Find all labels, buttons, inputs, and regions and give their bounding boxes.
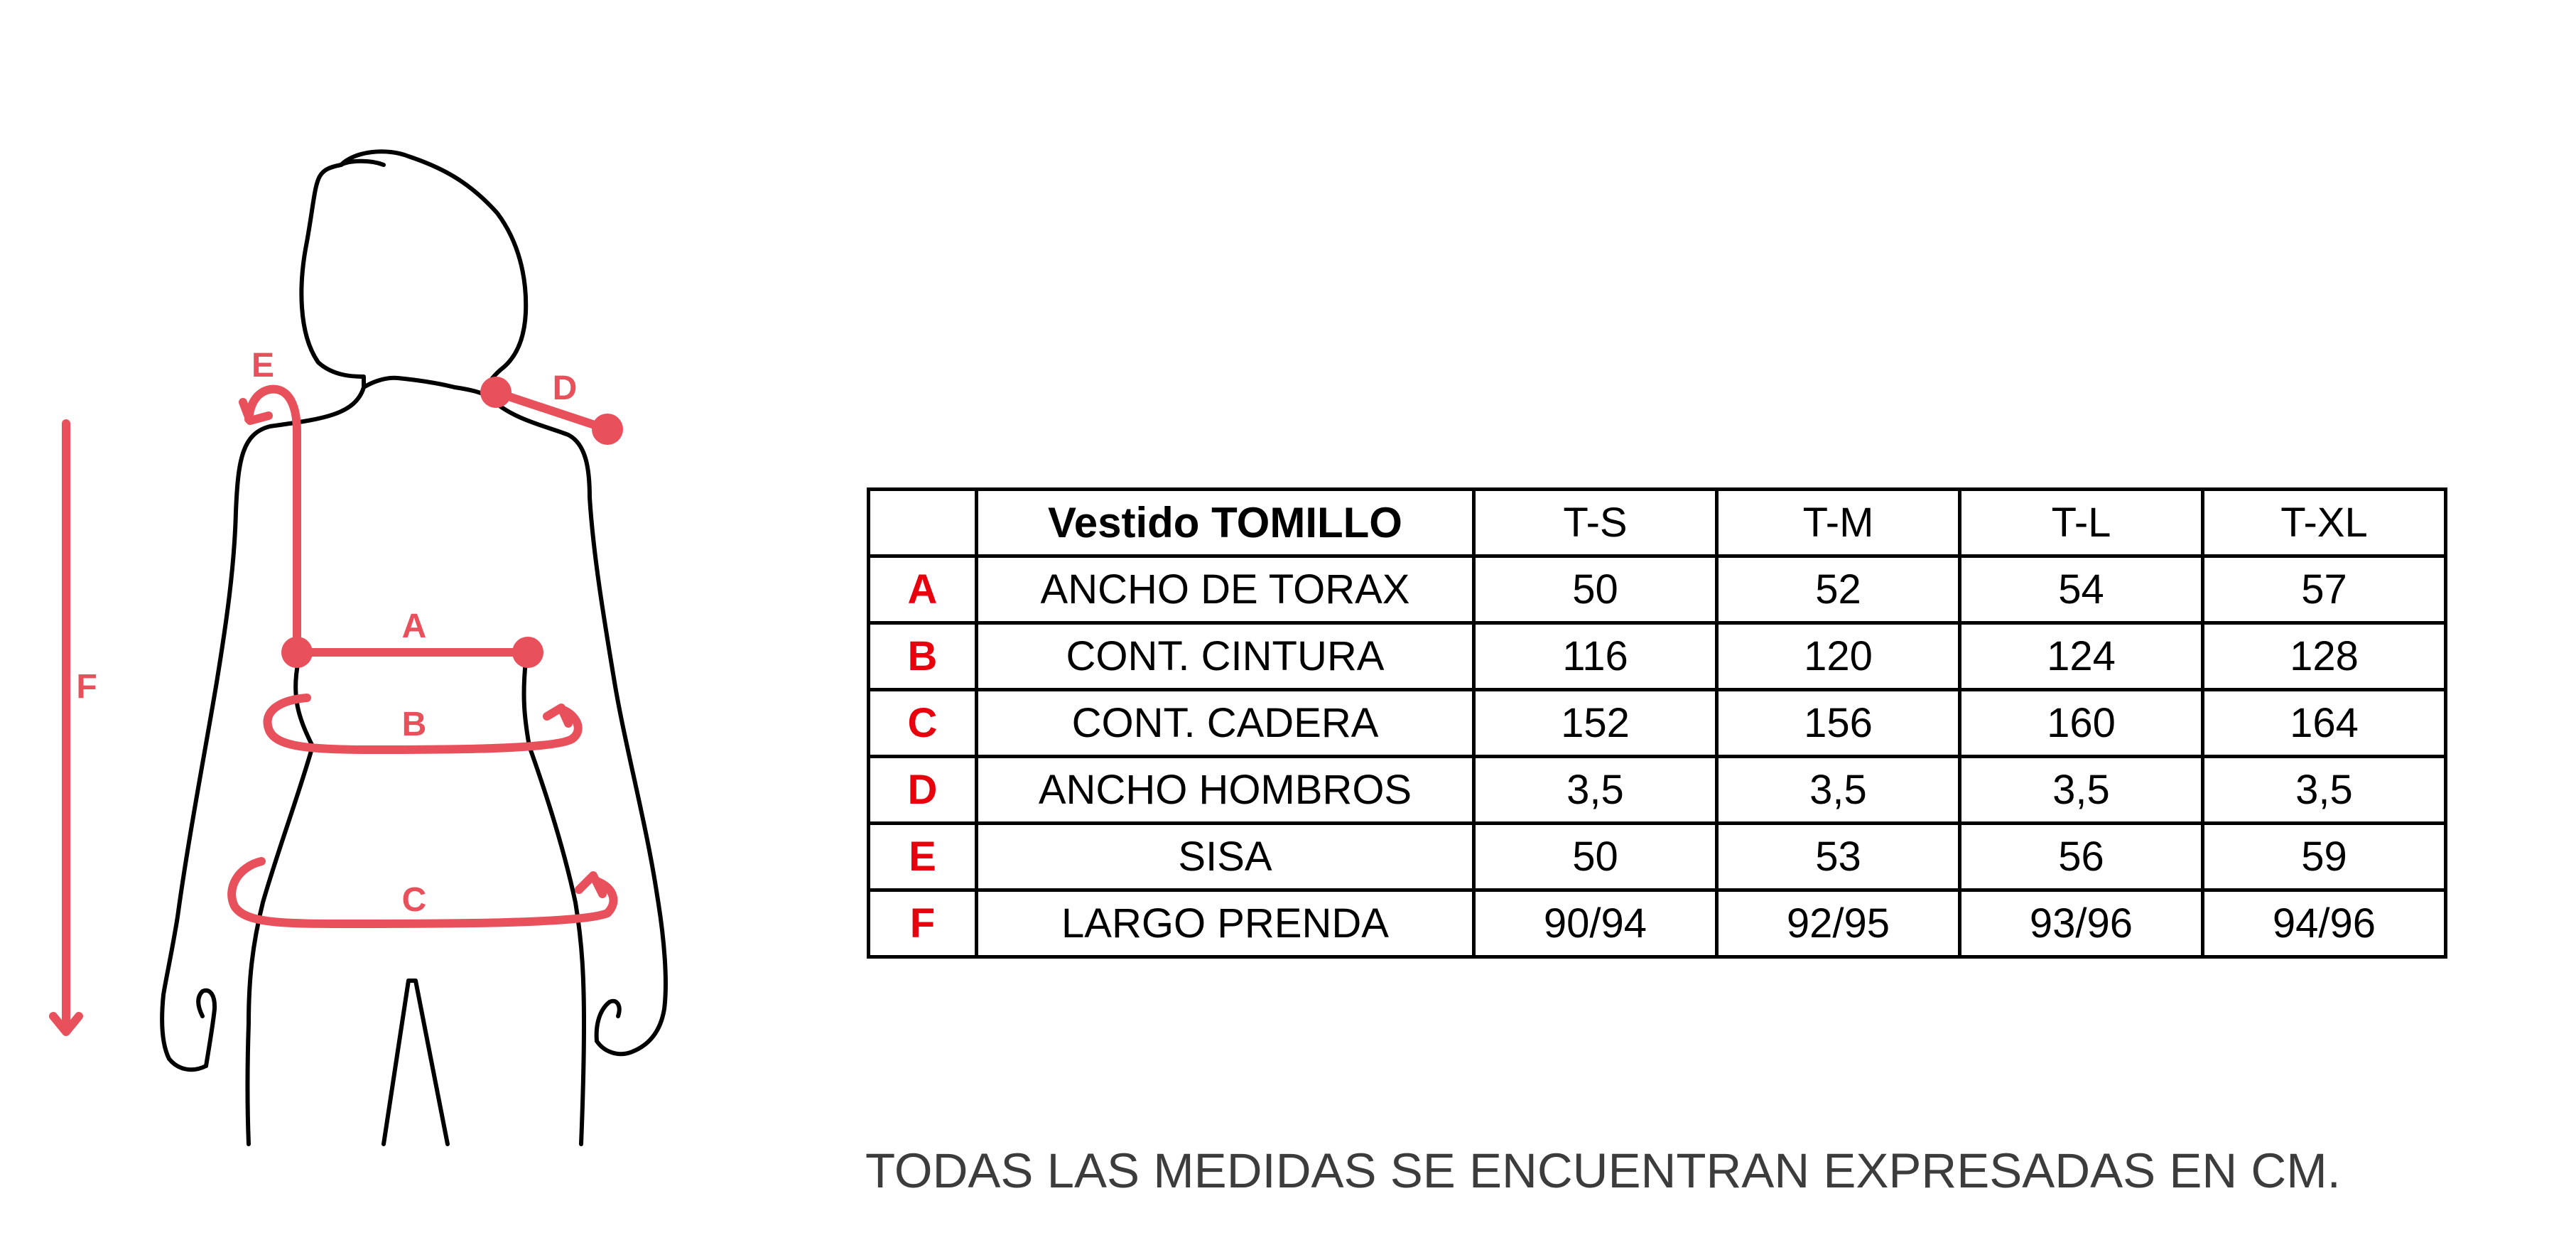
table-row (869, 556, 2446, 623)
measure-value: 128 (2203, 623, 2446, 690)
diagram-letter-a: A (401, 608, 427, 645)
measure-value: 59 (2203, 824, 2446, 890)
size-header: T-S (1474, 490, 1717, 556)
table-row (869, 824, 2446, 890)
table-header-row (869, 490, 2446, 556)
row-letter: F (869, 890, 977, 957)
row-letter: E (869, 824, 977, 890)
measure-value: 124 (1960, 623, 2203, 690)
diagram-letter-b: B (401, 706, 427, 743)
diagram-letter-e: E (251, 347, 275, 384)
measure-value: 50 (1474, 824, 1717, 890)
e-armhole-line (249, 389, 297, 654)
measure-name: SISA (977, 824, 1474, 890)
row-letter: D (869, 757, 977, 824)
measure-name: ANCHO HOMBROS (977, 757, 1474, 824)
measure-value: 116 (1474, 623, 1717, 690)
body-outline (162, 151, 666, 1144)
measure-value: 93/96 (1960, 890, 2203, 957)
body-silhouette-illustration (0, 0, 710, 1245)
measure-value: 152 (1474, 690, 1717, 757)
measure-name: LARGO PRENDA (977, 890, 1474, 957)
d-left-dot (480, 377, 512, 408)
header-empty-cell (869, 490, 977, 556)
measure-value: 92/95 (1717, 890, 1960, 957)
row-letter: B (869, 623, 977, 690)
measure-value: 50 (1474, 556, 1717, 623)
measure-value: 94/96 (2203, 890, 2446, 957)
diagram-letter-f: F (76, 668, 97, 706)
table-row (869, 690, 2446, 757)
size-header: T-XL (2203, 490, 2446, 556)
measure-value: 54 (1960, 556, 2203, 623)
row-letter: A (869, 556, 977, 623)
table-row (869, 890, 2446, 957)
measure-name: CONT. CINTURA (977, 623, 1474, 690)
row-letter: C (869, 690, 977, 757)
measurement-guides (53, 389, 613, 1032)
table-row (869, 623, 2446, 690)
measure-value: 156 (1717, 690, 1960, 757)
diagram-letter-c: C (401, 881, 427, 919)
table-title: Vestido TOMILLO (977, 490, 1474, 556)
size-header: T-M (1717, 490, 1960, 556)
measure-value: 53 (1717, 824, 1960, 890)
measure-name: CONT. CADERA (977, 690, 1474, 757)
size-chart-table (867, 487, 2447, 959)
c-arrow-head (579, 875, 602, 894)
measure-value: 57 (2203, 556, 2446, 623)
units-note: TODAS LAS MEDIDAS SE ENCUENTRAN EXPRESADAS EN CM. (865, 1143, 2341, 1198)
measure-value: 3,5 (1717, 757, 1960, 824)
measure-value: 3,5 (1960, 757, 2203, 824)
d-shoulder-line (496, 392, 607, 429)
measure-value: 90/94 (1474, 890, 1717, 957)
b-arrow-head (547, 708, 568, 723)
diagram-letter-d: D (552, 370, 578, 407)
measure-value: 3,5 (2203, 757, 2446, 824)
a-left-dot (281, 637, 313, 668)
measurement-diagram (0, 0, 710, 1245)
measure-value: 56 (1960, 824, 2203, 890)
d-right-dot (592, 414, 623, 445)
a-right-dot (512, 637, 543, 668)
measure-value: 160 (1960, 690, 2203, 757)
measure-value: 3,5 (1474, 757, 1717, 824)
measure-name: ANCHO DE TORAX (977, 556, 1474, 623)
measure-value: 52 (1717, 556, 1960, 623)
measure-value: 120 (1717, 623, 1960, 690)
table-row (869, 757, 2446, 824)
measure-value: 164 (2203, 690, 2446, 757)
size-header: T-L (1960, 490, 2203, 556)
